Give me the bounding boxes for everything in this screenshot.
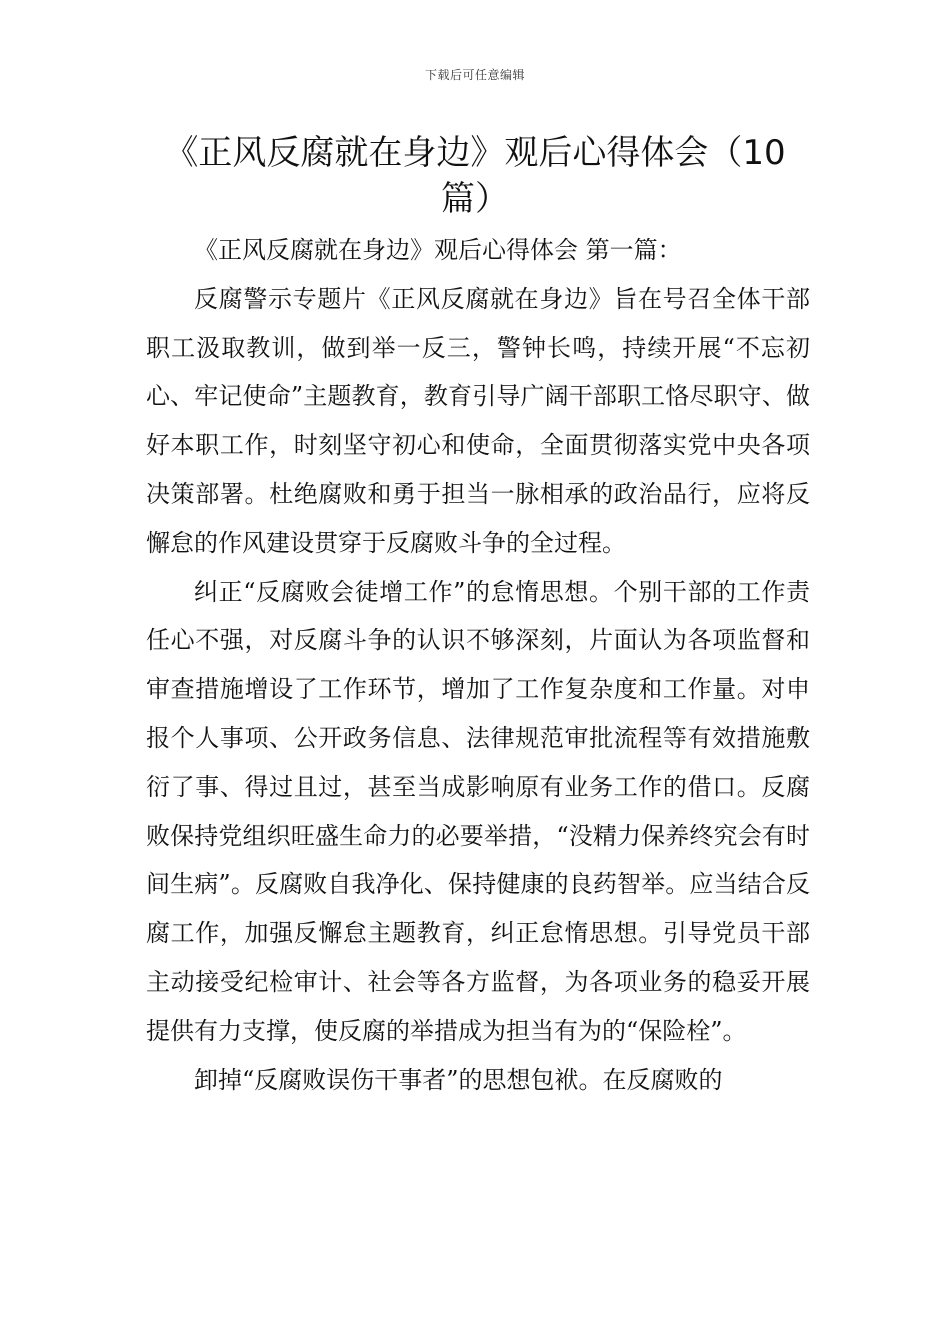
paragraph: 反腐警示专题片《正风反腐就在身边》旨在号召全体干部职工汲取教训，做到举一反三，警钟长鸣，持续开展“不忘初心、牢记使命”主题教育，教育引导广阔干部职工恪尽职守、做好本职工作，时刻坚守初心和使命，全面贯彻落实党中央各项决策部署。杜绝腐败和勇于担当一脉相承的政治品行，应将反懈怠的作风建设贯穿于反腐败斗争的全过程。	[146, 284, 810, 557]
paragraph: 卸掉“反腐败误伤干事者”的思想包袱。在反腐败的	[194, 1065, 723, 1094]
section-heading: 《正风反腐就在身边》观后心得体会 第一篇：	[194, 236, 682, 264]
header-note: 下载后可任意编辑	[424, 68, 525, 82]
document-title: 《正风反腐就在身边》观后心得体会（10篇）	[164, 133, 786, 219]
paragraph: 纠正“反腐败会徒增工作”的怠惰思想。个别干部的工作责任心不强，对反腐斗争的认识不够深刻，片面认为各项监督和审查措施增设了工作环节，增加了工作复杂度和工作量。对申报个人事项、公开政务信息、法律规范审批流程等有效措施敷衍了事、得过且过，甚至当成影响原有业务工作的借口。反腐败保持党组织旺盛生命力的必要举措，“没精力保养终究会有时间生病”。反腐败自我净化、保持健康的良药智举。应当结合反腐工作，加强反懈怠主题教育，纠正怠惰思想。引导党员干部主动接受纪检审计、社会等各方监督，为各项业务的稳妥开展提供有力支撑，使反腐的举措成为担当有为的“保险栓”。	[146, 577, 810, 1045]
document-body	[146, 226, 810, 1104]
